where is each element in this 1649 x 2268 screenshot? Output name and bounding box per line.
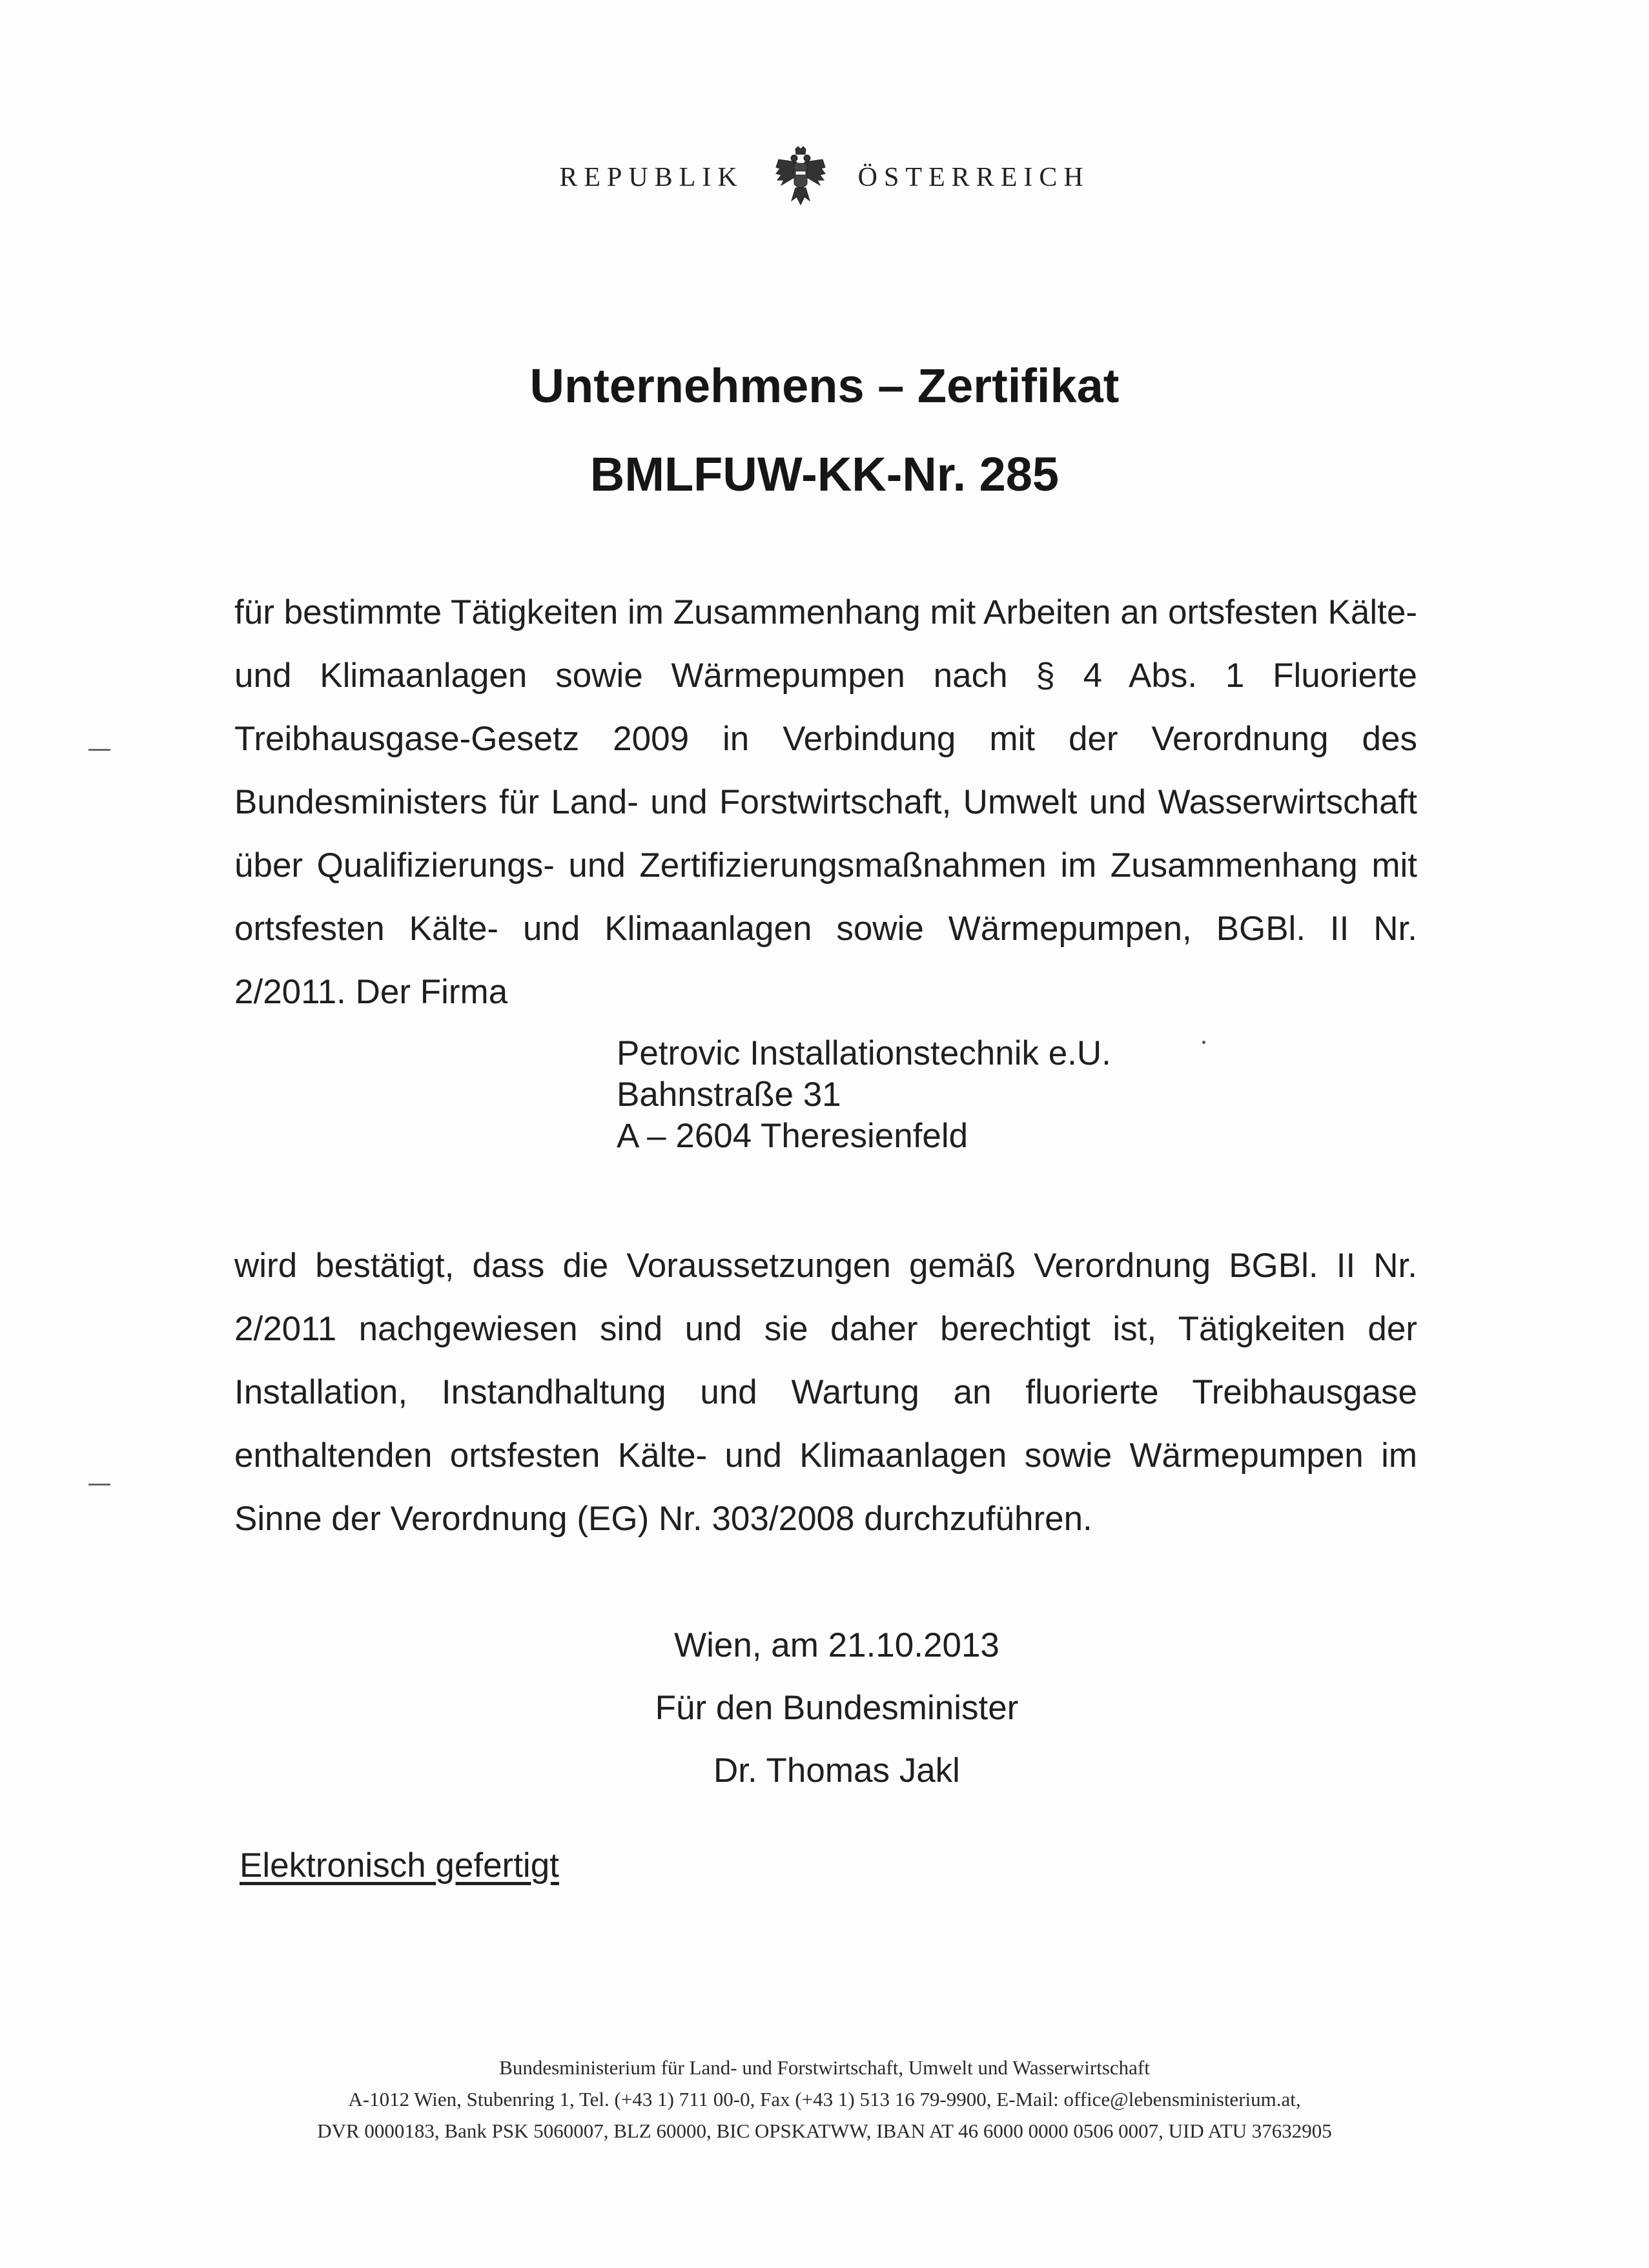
- signature-block: [0, 1614, 1649, 1802]
- signer-name: Dr. Thomas Jakl: [713, 1752, 960, 1790]
- company-address-block: [617, 1033, 1111, 1157]
- scan-speck: [1202, 1041, 1205, 1044]
- certificate-intro-paragraph: für bestimmte Tätigkeiten im Zusammenhang mit Arbeiten an ortsfesten Kälte- und Klimaanlagen sowie Wärmepumpen nach § 4 Abs. 1 Fluorierte Treibhausgase-Gesetz 2009 in Verbindung mit der Verordnung des Bundesministers für Land- und Forstwirtschaft, Umwelt und Wasserwirtschaft über Qualifizierungs- und Zertifizierungsmaßnahmen im Zusammenhang mit ortsfesten Kälte- und Klimaanlagen sowie Wärmepumpen, BGBl. II Nr. 2/2011. Der Firma: [234, 593, 1417, 1011]
- ministry-footer: [0, 2052, 1649, 2147]
- footer-line-2: A-1012 Wien, Stubenring 1, Tel. (+43 1) 711 00-0, Fax (+43 1) 513 16 79-9900, E-Mail: office@lebensministerium.at,: [348, 2088, 1301, 2110]
- header-right-word: ÖSTERREICH: [857, 163, 1090, 192]
- certificate-confirmation-paragraph: wird bestätigt, dass die Voraussetzungen gemäß Verordnung BGBl. II Nr. 2/2011 nachgewiesen sind und sie daher berechtigt ist, Tätigkeiten der Installation, Instandhaltung und Wartung an fluorierte Treibhausgase enthaltenden ortsfesten Kälte- und Klimaanlagen sowie Wärmepumpen im Sinne der Verordnung (EG) Nr. 303/2008 durchzuführen.: [234, 1247, 1417, 1538]
- company-name: Petrovic Installationstechnik e.U.: [617, 1034, 1111, 1072]
- header-left-word: REPUBLIK: [559, 163, 744, 192]
- certificate-title: Unternehmens – Zertifikat: [529, 359, 1120, 413]
- document-header: [0, 145, 1649, 210]
- electronic-signature-note: Elektronisch gefertigt: [240, 1846, 559, 1885]
- fold-mark: [88, 1484, 110, 1486]
- austrian-eagle-crest-icon: [775, 145, 826, 210]
- place-date: Wien, am 21.10.2013: [674, 1626, 999, 1664]
- company-street: Bahnstraße 31: [617, 1076, 841, 1114]
- certificate-number: BMLFUW-KK-Nr. 285: [589, 447, 1060, 501]
- on-behalf-line: Für den Bundesminister: [655, 1689, 1019, 1727]
- fold-mark: [88, 749, 110, 751]
- footer-line-3: DVR 0000183, Bank PSK 5060007, BLZ 60000, BIC OPSKATWW, IBAN AT 46 6000 0000 0506 0007, UID ATU 37632905: [317, 2120, 1332, 2142]
- company-city: A – 2604 Theresienfeld: [617, 1117, 968, 1155]
- footer-line-1: Bundesministerium für Land- und Forstwirtschaft, Umwelt und Wasserwirtschaft: [499, 2056, 1150, 2079]
